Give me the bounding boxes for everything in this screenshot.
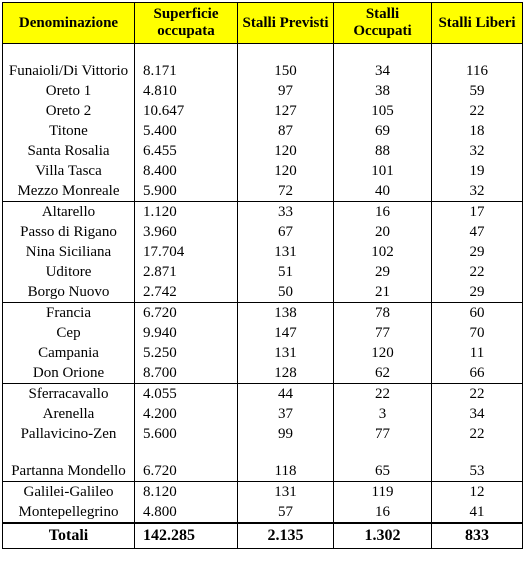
cell-stalli-liberi: 22 — [432, 262, 523, 282]
table-row — [3, 202, 523, 223]
cell-stalli-liberi: 17 — [432, 202, 523, 223]
cell-stalli-previsti: 33 — [238, 202, 334, 223]
table-row — [3, 242, 523, 262]
cell-superficie: 3.960 — [135, 222, 238, 242]
cell-superficie: 4.810 — [135, 81, 238, 101]
cell-superficie: 5.400 — [135, 121, 238, 141]
cell-stalli-occupati: 119 — [334, 482, 432, 503]
cell-stalli-occupati: 34 — [334, 44, 432, 82]
cell-stalli-occupati: 120 — [334, 343, 432, 363]
header-stalli-previsti: Stalli Previsti — [238, 3, 334, 44]
cell-stalli-liberi: 29 — [432, 282, 523, 303]
cell-superficie: 1.120 — [135, 202, 238, 223]
table-row — [3, 363, 523, 384]
cell-stalli-occupati: 69 — [334, 121, 432, 141]
cell-stalli-occupati: 77 — [334, 323, 432, 343]
cell-stalli-occupati: 16 — [334, 502, 432, 523]
cell-stalli-liberi: 19 — [432, 161, 523, 181]
cell-superficie: 4.200 — [135, 404, 238, 424]
cell-denominazione: Funaioli/Di Vittorio — [3, 44, 135, 82]
cell-stalli-previsti: 67 — [238, 222, 334, 242]
header-stalli-liberi: Stalli Liberi — [432, 3, 523, 44]
table-row — [3, 303, 523, 324]
cell-stalli-previsti: 37 — [238, 404, 334, 424]
cell-stalli-occupati: 77 — [334, 424, 432, 444]
cell-stalli-liberi: 18 — [432, 121, 523, 141]
cell-denominazione: Altarello — [3, 202, 135, 223]
cell-stalli-occupati: 38 — [334, 81, 432, 101]
table-row — [3, 282, 523, 303]
cell-stalli-occupati: 20 — [334, 222, 432, 242]
cell-stalli-previsti: 131 — [238, 343, 334, 363]
cell-superficie: 10.647 — [135, 101, 238, 121]
cell-stalli-liberi: 22 — [432, 424, 523, 444]
cell-denominazione: Santa Rosalia — [3, 141, 135, 161]
cell-stalli-previsti: 138 — [238, 303, 334, 324]
totals-stalli-liberi: 833 — [432, 523, 523, 549]
cell-stalli-liberi: 47 — [432, 222, 523, 242]
table-row — [3, 482, 523, 503]
cell-stalli-previsti: 50 — [238, 282, 334, 303]
cell-stalli-liberi: 60 — [432, 303, 523, 324]
parking-table — [2, 2, 523, 549]
cell-superficie: 17.704 — [135, 242, 238, 262]
table-row — [3, 262, 523, 282]
cell-stalli-occupati: 78 — [334, 303, 432, 324]
header-superficie: Superficie occupata — [135, 3, 238, 44]
cell-stalli-previsti: 99 — [238, 424, 334, 444]
parking-table-container — [2, 2, 523, 549]
cell-stalli-liberi: 53 — [432, 444, 523, 482]
table-row — [3, 44, 523, 82]
cell-superficie: 9.940 — [135, 323, 238, 343]
cell-stalli-liberi: 41 — [432, 502, 523, 523]
totals-stalli-previsti: 2.135 — [238, 523, 334, 549]
cell-denominazione: Arenella — [3, 404, 135, 424]
cell-stalli-liberi: 11 — [432, 343, 523, 363]
cell-stalli-occupati: 101 — [334, 161, 432, 181]
table-row — [3, 424, 523, 444]
cell-denominazione: Passo di Rigano — [3, 222, 135, 242]
cell-stalli-previsti: 72 — [238, 181, 334, 202]
table-row — [3, 121, 523, 141]
cell-stalli-liberi: 12 — [432, 482, 523, 503]
cell-stalli-occupati: 16 — [334, 202, 432, 223]
table-body — [3, 44, 523, 524]
cell-denominazione: Partanna Mondello — [3, 444, 135, 482]
cell-denominazione: Don Orione — [3, 363, 135, 384]
cell-stalli-previsti: 97 — [238, 81, 334, 101]
cell-superficie: 8.120 — [135, 482, 238, 503]
cell-stalli-previsti: 147 — [238, 323, 334, 343]
cell-denominazione: Cep — [3, 323, 135, 343]
cell-stalli-previsti: 127 — [238, 101, 334, 121]
totals-row — [3, 523, 523, 549]
cell-stalli-liberi: 29 — [432, 242, 523, 262]
cell-stalli-liberi: 32 — [432, 181, 523, 202]
header-row — [3, 3, 523, 44]
cell-denominazione: Oreto 1 — [3, 81, 135, 101]
table-row — [3, 222, 523, 242]
table-row — [3, 161, 523, 181]
header-denominazione: Denominazione — [3, 3, 135, 44]
cell-superficie: 5.600 — [135, 424, 238, 444]
cell-superficie: 6.720 — [135, 303, 238, 324]
totals-stalli-occupati: 1.302 — [334, 523, 432, 549]
totals-superficie: 142.285 — [135, 523, 238, 549]
cell-stalli-occupati: 102 — [334, 242, 432, 262]
cell-superficie: 2.742 — [135, 282, 238, 303]
cell-stalli-previsti: 131 — [238, 242, 334, 262]
cell-denominazione: Pallavicino-Zen — [3, 424, 135, 444]
table-row — [3, 502, 523, 523]
cell-superficie: 2.871 — [135, 262, 238, 282]
cell-stalli-occupati: 65 — [334, 444, 432, 482]
cell-superficie: 8.171 — [135, 44, 238, 82]
table-row — [3, 444, 523, 482]
cell-stalli-liberi: 22 — [432, 101, 523, 121]
cell-stalli-previsti: 87 — [238, 121, 334, 141]
cell-superficie: 4.800 — [135, 502, 238, 523]
table-row — [3, 81, 523, 101]
cell-denominazione: Oreto 2 — [3, 101, 135, 121]
cell-superficie: 6.455 — [135, 141, 238, 161]
cell-stalli-previsti: 118 — [238, 444, 334, 482]
cell-superficie: 6.720 — [135, 444, 238, 482]
cell-stalli-previsti: 131 — [238, 482, 334, 503]
cell-stalli-occupati: 3 — [334, 404, 432, 424]
cell-stalli-occupati: 88 — [334, 141, 432, 161]
cell-stalli-previsti: 120 — [238, 141, 334, 161]
cell-stalli-liberi: 66 — [432, 363, 523, 384]
cell-stalli-occupati: 22 — [334, 384, 432, 405]
cell-superficie: 8.700 — [135, 363, 238, 384]
cell-denominazione: Mezzo Monreale — [3, 181, 135, 202]
table-row — [3, 384, 523, 405]
cell-stalli-occupati: 29 — [334, 262, 432, 282]
table-row — [3, 404, 523, 424]
cell-superficie: 8.400 — [135, 161, 238, 181]
cell-stalli-previsti: 57 — [238, 502, 334, 523]
table-row — [3, 141, 523, 161]
cell-stalli-previsti: 150 — [238, 44, 334, 82]
cell-denominazione: Sferracavallo — [3, 384, 135, 405]
table-row — [3, 343, 523, 363]
cell-denominazione: Borgo Nuovo — [3, 282, 135, 303]
cell-denominazione: Galilei-Galileo — [3, 482, 135, 503]
cell-superficie: 4.055 — [135, 384, 238, 405]
cell-stalli-liberi: 59 — [432, 81, 523, 101]
cell-superficie: 5.250 — [135, 343, 238, 363]
cell-stalli-previsti: 44 — [238, 384, 334, 405]
cell-superficie: 5.900 — [135, 181, 238, 202]
cell-stalli-previsti: 120 — [238, 161, 334, 181]
cell-denominazione: Francia — [3, 303, 135, 324]
table-row — [3, 181, 523, 202]
header-stalli-occupati: Stalli Occupati — [334, 3, 432, 44]
cell-stalli-occupati: 105 — [334, 101, 432, 121]
cell-stalli-liberi: 70 — [432, 323, 523, 343]
cell-stalli-liberi: 22 — [432, 384, 523, 405]
cell-denominazione: Montepellegrino — [3, 502, 135, 523]
cell-stalli-liberi: 34 — [432, 404, 523, 424]
cell-denominazione: Titone — [3, 121, 135, 141]
cell-stalli-liberi: 32 — [432, 141, 523, 161]
cell-stalli-previsti: 128 — [238, 363, 334, 384]
cell-stalli-previsti: 51 — [238, 262, 334, 282]
cell-denominazione: Villa Tasca — [3, 161, 135, 181]
totals-label: Totali — [3, 523, 135, 549]
cell-stalli-occupati: 62 — [334, 363, 432, 384]
cell-denominazione: Uditore — [3, 262, 135, 282]
cell-denominazione: Campania — [3, 343, 135, 363]
table-row — [3, 101, 523, 121]
cell-stalli-occupati: 40 — [334, 181, 432, 202]
table-row — [3, 323, 523, 343]
cell-stalli-occupati: 21 — [334, 282, 432, 303]
cell-stalli-liberi: 116 — [432, 44, 523, 82]
cell-denominazione: Nina Siciliana — [3, 242, 135, 262]
